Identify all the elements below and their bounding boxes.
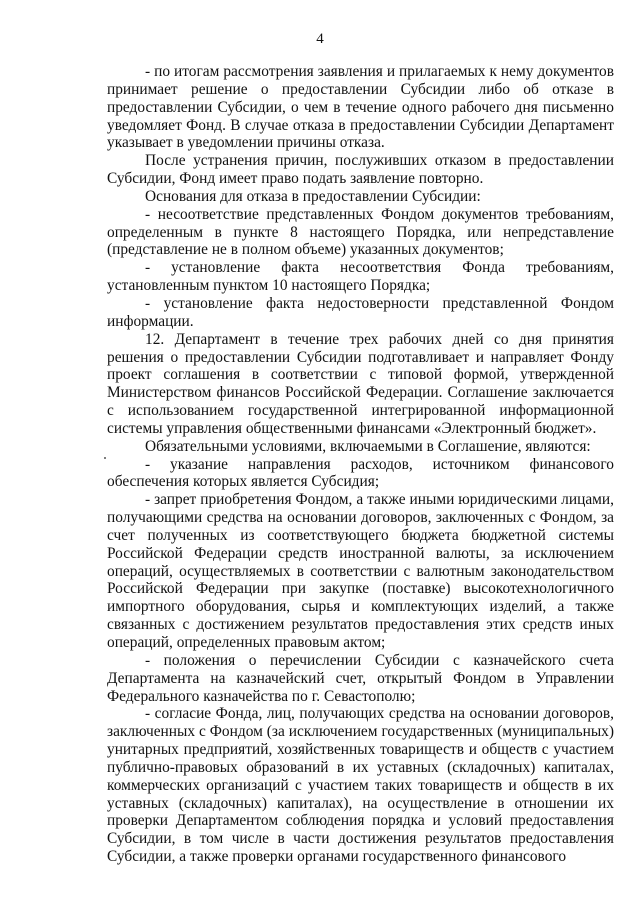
paragraph-refusal-grounds-heading: Основания для отказа в предоставлении Субсидии:	[145, 187, 481, 205]
paragraph-refusal-ground-requirements: - установление факта несоответствия Фонда требованиям, установленным пунктом 10 настоящего Порядка;	[107, 259, 614, 295]
paragraph-item-12: 12. Департамент в течение трех рабочих дней со дня принятия решения о предоставлении Субсидии подготавливает и направляет Фонду проект соглашения в соответствии с типовой формой, утвержденной Министерством финансов Российской Федерации. Соглашение заключается с использованием государственной интегрированной информационной системы управления общественными финансами «Электронный бюджет».	[107, 330, 614, 437]
paragraph-refusal-ground-inaccuracy: - установление факта недостоверности представленной Фондом информации.	[107, 294, 614, 330]
paragraph-condition-audit-consent: - согласие Фонда, лиц, получающих средства на основании договоров, заключенных с Фондом (за исключением государственных (муниципальных) унитарных предприятий, хозяйственных товариществ и обществ с участием публично-правовых образований в их уставных (складочных) капиталах, коммерческих организаций с участием таких товариществ и обществ в их уставных (складочных) капиталах), на осуществление в отношении их проверки Департаментом соблюдения порядка и условий предоставления Субсидии, в том числе в части достижения результатов предоставления Субсидии, а также проверки органами государственного финансового	[107, 705, 614, 866]
paragraph-refusal-ground-documents: - несоответствие представленных Фондом документов требованиям, определенным в пункте 8 настоящего Порядка, или непредставление (представление не в полном объеме) указанных документов;	[107, 205, 614, 259]
paragraph-decision-notice: - по итогам рассмотрения заявления и прилагаемых к нему документов принимает решение о предоставлении Субсидии либо об отказе в предоставлении Субсидии, о чем в течение одного рабочего дня письменно уведомляет Фонд. В случае отказа в предоставлении Субсидии Департамент указывает в уведомлении причины отказа.	[107, 63, 614, 152]
paragraph-condition-expenses: - указание направления расходов, источником финансового обеспечения которых является Субсидия;	[107, 455, 614, 491]
scan-artifact-dot	[104, 457, 106, 459]
paragraph-conditions-heading: Обязательными условиями, включаемыми в Соглашение, являются:	[145, 437, 591, 455]
page-number: 4	[316, 31, 324, 47]
document-body	[107, 63, 614, 866]
paragraph-condition-transfer: - положения о перечислении Субсидии с казначейского счета Департамента на казначейский счет, открытый Фондом в Управлении Федерального казначейства по г. Севастополю;	[107, 651, 614, 705]
paragraph-condition-currency-ban: - запрет приобретения Фондом, а также иными юридическими лицами, получающими средства на основании договоров, заключенных с Фондом, за счет полученных из соответствующего бюджета бюджетной системы Российской Федерации средств иностранной валюты, за исключением операций, осуществляемых в соответствии с валютным законодательством Российской Федерации при закупке (поставке) высокотехнологичного импортного оборудования, сырья и комплектующих изделий, а также связанных с достижением результатов предоставления этих средств иных операций, определенных правовым актом;	[107, 491, 614, 651]
paragraph-resubmission: После устранения причин, послуживших отказом в предоставлении Субсидии, Фонд имеет право подать заявление повторно.	[107, 152, 614, 188]
